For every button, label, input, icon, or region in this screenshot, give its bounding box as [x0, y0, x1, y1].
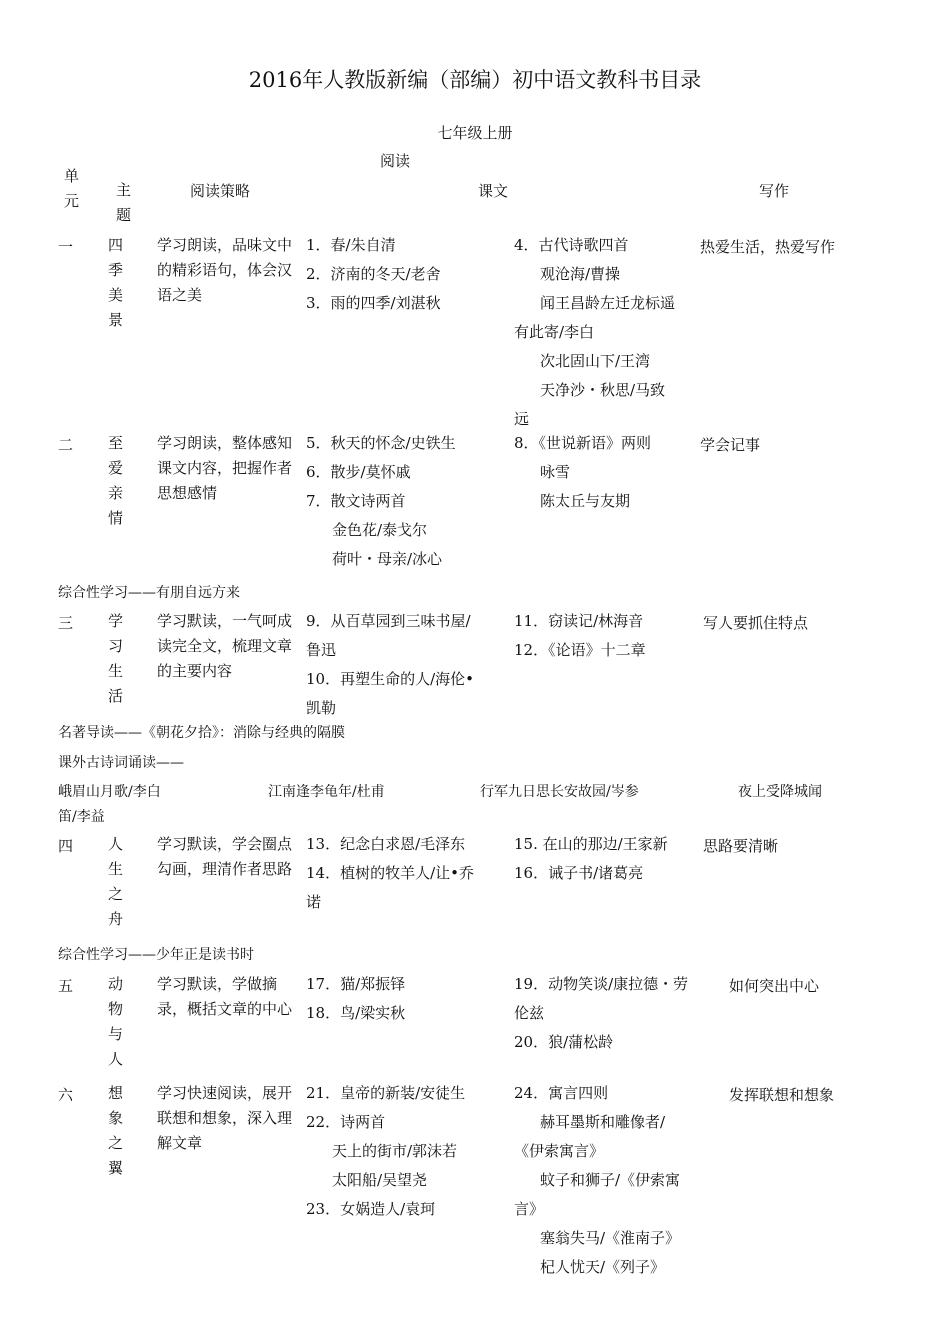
unit-6-theme: [108, 1081, 124, 1177]
text-line: 8．《世说新语》两则: [514, 434, 652, 452]
theme-text: 想象之翼: [108, 1084, 124, 1177]
page-title: 2016年人教版新编（部编）初中语文教科书目录: [248, 68, 702, 92]
text-line: 金色花/泰戈尔: [332, 521, 428, 539]
text-line: 3．雨的四季/刘湛秋: [306, 294, 441, 312]
text-line: 远: [514, 410, 530, 428]
poem-2: 江南逢李龟年/杜甫: [268, 784, 385, 800]
text-line: 5．秋天的怀念/史铁生: [306, 434, 456, 452]
theme-text: 四季美景: [108, 236, 124, 329]
text-line: 24．寓言四则: [514, 1084, 609, 1102]
header-reading: 阅读: [380, 152, 411, 170]
unit-2-number: 二: [58, 436, 74, 454]
unit-3-number: 三: [58, 614, 74, 632]
header-theme-char-2: 题: [116, 206, 132, 224]
text-line: 陈太丘与友期: [540, 492, 631, 510]
text-line: 12．《论语》十二章: [514, 641, 646, 659]
unit-3-texts-b: [514, 607, 646, 665]
text-line: 荷叶・母亲/冰心: [332, 550, 443, 568]
text-line: 塞翁失马/《淮南子》: [540, 1229, 681, 1247]
unit-3-strategy: 学习默读，一气呵成读完全文，梳理文章的主要内容: [157, 612, 293, 680]
unit-5-texts-b: [514, 970, 688, 1057]
text-line: 次北固山下/王湾: [540, 352, 651, 370]
unit-6-writing: 发挥联想和想象: [729, 1086, 835, 1104]
header-strategy: 阅读策略: [190, 182, 251, 200]
text-line: 杞人忧天/《列子》: [540, 1258, 666, 1276]
unit-4-strategy: 学习默读，学会圈点勾画，理清作者思路: [157, 835, 293, 878]
poem-4-cont: 笛/李益: [58, 809, 105, 825]
unit-1-number: 一: [58, 238, 74, 256]
theme-text: 动物与人: [108, 975, 124, 1068]
text-line: 19．动物笑谈/康拉德・劳: [514, 975, 689, 993]
text-line: 1．春/朱自清: [306, 236, 396, 254]
text-line: 21．皇帝的新装/安徒生: [306, 1084, 466, 1102]
comprehensive-study-1: 综合性学习——有朋自远方来: [58, 585, 240, 601]
unit-1-theme: [108, 233, 124, 329]
text-line: 22．诗两首: [306, 1113, 386, 1131]
unit-6-strategy: 学习快速阅读，展开联想和想象，深入理解文章: [157, 1084, 293, 1152]
text-line: 凯勒: [306, 699, 337, 717]
unit-3-texts-a: [306, 607, 474, 723]
text-line: 蚊子和狮子/《伊索寓: [540, 1171, 681, 1189]
comprehensive-study-2: 综合性学习——少年正是读书时: [58, 947, 254, 963]
poetry-reading-title: 课外古诗词诵读——: [58, 755, 184, 771]
grade-subtitle: 七年级上册: [437, 124, 513, 142]
text-line: 咏雪: [540, 463, 571, 481]
unit-6-number: 六: [58, 1086, 74, 1104]
unit-2-writing: 学会记事: [700, 436, 761, 454]
unit-5-writing: 如何突出中心: [729, 977, 820, 995]
unit-6-texts-a: [306, 1079, 465, 1224]
text-line: 2．济南的冬天/老舍: [306, 265, 441, 283]
text-line: 20．狼/蒲松龄: [514, 1033, 614, 1051]
unit-5-number: 五: [58, 977, 74, 995]
unit-4-texts-b: [514, 830, 668, 888]
text-line: 4．古代诗歌四首: [514, 236, 629, 254]
theme-text: 人生之舟: [108, 835, 124, 928]
unit-1-writing: 热爱生活，热爱写作: [700, 238, 836, 256]
text-line: 赫耳墨斯和雕像者/: [540, 1113, 666, 1131]
header-texts: 课文: [478, 182, 509, 200]
text-line: 天净沙・秋思/马致: [540, 381, 666, 399]
header-unit-char-1: 单: [64, 167, 80, 185]
text-line: 10．再塑生命的人/海伦•: [306, 670, 474, 688]
unit-4-texts-a: [306, 830, 474, 917]
text-line: 太阳船/吴望尧: [332, 1171, 428, 1189]
poem-3: 行军九日思长安故园/岑参: [480, 784, 639, 800]
header-unit: [64, 164, 79, 214]
unit-1-texts-a: [306, 231, 441, 318]
text-line: 有此寄/李白: [514, 323, 595, 341]
text-line: 18．鸟/梁实秋: [306, 1004, 406, 1022]
unit-4-writing: 思路要清晰: [703, 837, 779, 855]
text-line: 15. 在山的那边/王家新: [514, 835, 668, 853]
theme-text: 学习生活: [108, 612, 124, 705]
unit-2-strategy: 学习朗读，整体感知课文内容，把握作者思想感情: [157, 434, 293, 502]
unit-5-texts-a: [306, 970, 405, 1028]
text-line: 闻王昌龄左迁龙标遥: [540, 294, 676, 312]
text-line: 16．诫子书/诸葛亮: [514, 864, 644, 882]
text-line: 言》: [514, 1200, 545, 1218]
header-unit-char-2: 元: [64, 192, 80, 210]
text-line: 6．散步/莫怀戚: [306, 463, 411, 481]
header-theme: [116, 178, 131, 228]
unit-5-strategy: 学习默读，学做摘录，概括文章的中心: [157, 975, 293, 1018]
poem-4: 夜上受降城闻: [738, 784, 822, 800]
text-line: 7．散文诗两首: [306, 492, 406, 510]
poem-1: 峨眉山月歌/李白: [58, 784, 161, 800]
text-line: 诺: [306, 893, 322, 911]
unit-2-texts-a: [306, 429, 456, 574]
text-line: 观沧海/曹操: [540, 265, 621, 283]
unit-2-theme: [108, 431, 124, 527]
header-theme-char-1: 主: [116, 181, 132, 199]
text-line: 天上的街市/郭沫若: [332, 1142, 458, 1160]
text-line: 23．女娲造人/袁珂: [306, 1200, 436, 1218]
unit-3-writing: 写人要抓住特点: [703, 614, 809, 632]
unit-1-texts-b: [514, 231, 675, 434]
text-line: 鲁迅: [306, 641, 337, 659]
unit-3-theme: [108, 609, 124, 705]
text-line: 11．窃读记/林海音: [514, 612, 644, 630]
text-line: 13．纪念白求恩/毛泽东: [306, 835, 466, 853]
header-writing: 写作: [759, 182, 790, 200]
text-line: 17．猫/郑振铎: [306, 975, 406, 993]
unit-6-texts-b: [514, 1079, 680, 1282]
unit-4-theme: [108, 832, 124, 928]
text-line: 14．植树的牧羊人/让•乔: [306, 864, 474, 882]
unit-2-texts-b: [514, 429, 651, 516]
unit-5-theme: [108, 972, 124, 1068]
classic-reading: 名著导读——《朝花夕拾》：消除与经典的隔膜: [58, 725, 345, 741]
text-line: 伦兹: [514, 1004, 545, 1022]
unit-1-strategy: 学习朗读，品味文中的精彩语句，体会汉语之美: [157, 236, 293, 304]
unit-4-number: 四: [58, 837, 74, 855]
theme-text: 至爱亲情: [108, 434, 124, 527]
text-line: 9．从百草园到三味书屋/: [306, 612, 471, 630]
text-line: 《伊索寓言》: [514, 1142, 605, 1160]
